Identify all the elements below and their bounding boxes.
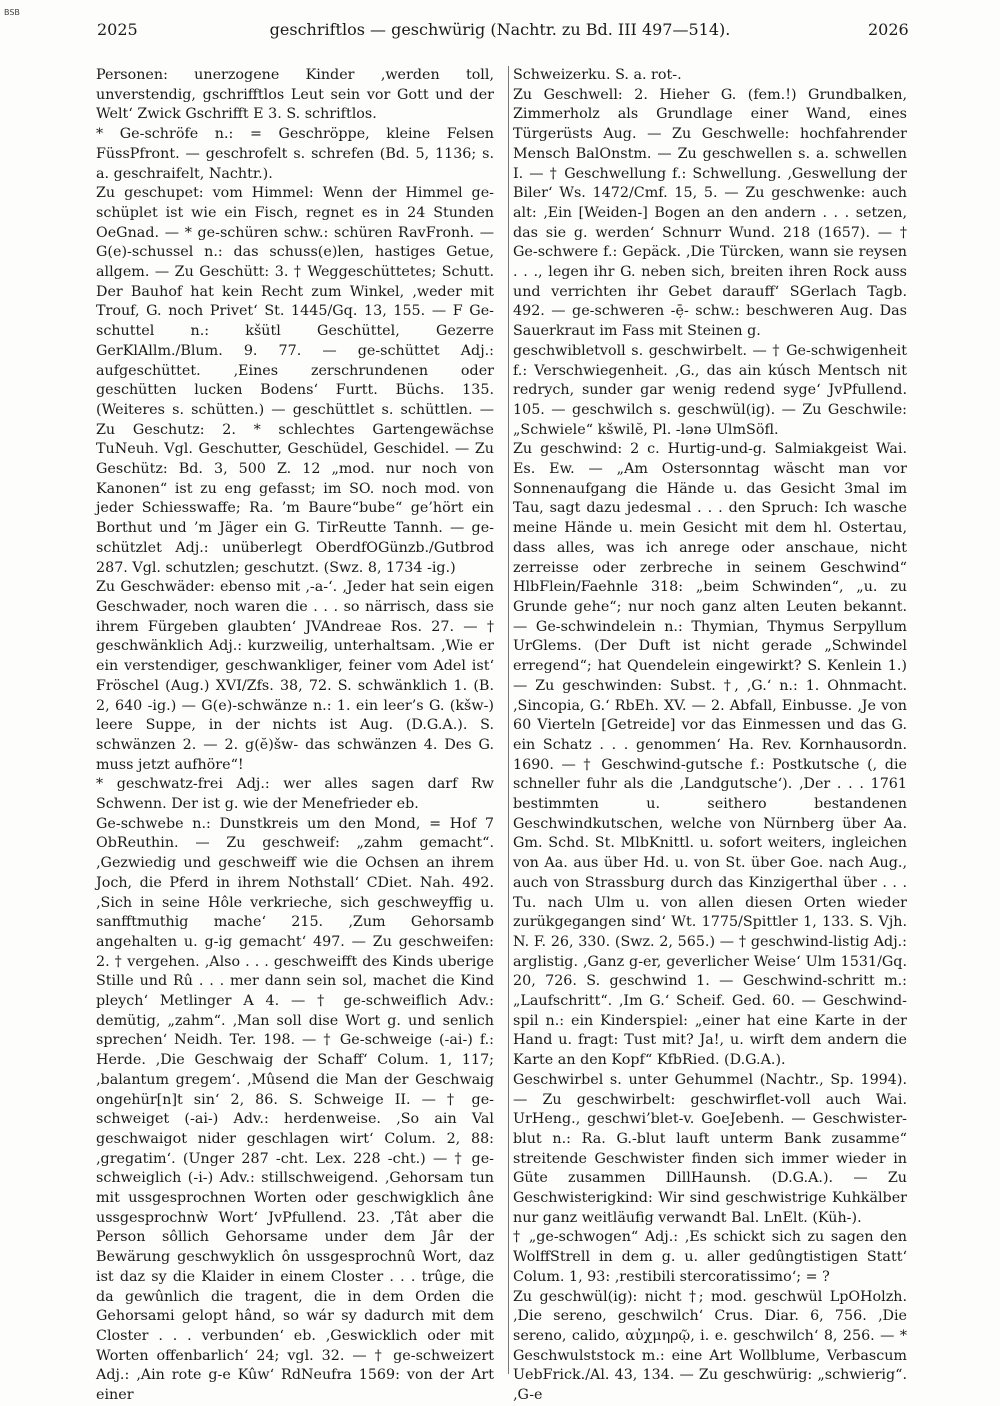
- entry-paragraph: geschwibletvoll s. geschwirbelt. — † Ge-schwigenheit f.: Verschwiegenheit. ‚G., das ain kúsch Mentsch nit redrych, sunder gar wenig redend syge‘ JvPfullend. 105. — geschwilch s. geschwül(ig). — Zu Geschwile: „Schwiele“ kšwilĕ, Pl. -lənə UlmSöfl.: [513, 342, 907, 438]
- entry-paragraph: Zu Geschwell: 2. Hieher G. (fem.!) Grundbalken, Zimmerholz als Grundlage einer Wand, eines Türgerüsts Aug. — Zu Geschwelle: hochfahrender Mensch BalOnstm. — Zu geschwellen s. a. schwellen I. — † Geschwellung f.: Schwellung. ‚Geswellung der Biler‘ Ws. 1472/Cmf. 15, 5. — Zu geschwenke: auch alt: ‚Ein [Weiden-] Bogen an den andern . . . setzen, das sie g. werden‘ Schnurr Wund. 218 (1657). — † Ge-schwere f.: Gepäck. ‚Die Türcken, wann sie reysen . . ., legen ihr G. neben sich, breiten ihren Rock auss und verrichten ihr Gebet darauff‘ SGerlach Tagb. 492. — ge-schweren -ē̦- schw.: beschweren Aug. Das Sauerkraut im Fass mit Steinen g.: [513, 86, 907, 340]
- entry-paragraph: Zu geschwind: 2 c. Hurtig-und-g. Salmiakgeist Wai. Es. Ew. — „Am Ostersonntag wäscht man vor Sonnenaufgang die Hände u. das Gesicht 3mal im Tau, sagt dazu jedesmal . . . den Spruch: Ich wasche meine Hände u. mein Gesicht mit dem hl. Ostertau, dass alles, was ich anrege oder anschaue, nicht zerreisse oder zerbreche in seinem Geschwind“ HlbFlein/Faehnle 318: „beim Schwinden“, „u. zu Grunde gehe“; nur noch ganz alten Leuten bekannt. — Ge-schwindelein n.: Thymian, Thymus Serpyllum UrGlems. (Der Duft ist nicht gerade „Schwindel erregend“; hat Quendelein eingewirkt? S. Kenlein 1.) — Zu geschwinden: Subst. †, ‚G.‘ n.: 1. Ohnmacht. ‚Sincopia, G.‘ RbEh. XV. — 2. Abfall, Einbusse. ‚Je von 60 Vierteln [Getreide] vor das Einmessen und das G. ein Schatz . . . genommen‘ Ha. Rev. Kornhausordn. 1690. — † Geschwind-gutsche f.: Postkutsche (, die schneller fuhr als die ‚Landgutsche‘). ‚Der . . . 1761 bestimmten u. seithero bestandenen Geschwindkutschen, welche von Nürnberg über Aa. Gm. Schd. St. MlbKnittl. u. sofort weiters, ingleichen von Aa. aus über Hd. u. von St. über Goe. nach Aug., auch von Strassburg durch das Kinzigerthal über . . . Tu. nach Ulm u. von allen diesen Orten wieder zurükgegangen sind‘ Wt. 1775/Spittler 1, 133. S. Vjh. N. F. 26, 330. (Swz. 2, 565.) — † geschwind-listig Adj.: arglistig. ‚Ganz g-er, geverlicher Weise‘ Ulm 1531/Gq. 20, 726. S. geschwind 1. — Geschwind-schritt m.: „Laufschritt“. ‚Im G.‘ Scheif. Ged. 60. — Geschwind-spil n.: ein Kinderspiel: „einer hat eine Karte in der Hand u. fragt: Tust mit? Ja!, u. wirft dem andern die Karte an den Kopf“ KfbRied. (D.G.A.).: [513, 441, 907, 1069]
- page-number-right: 2026: [868, 20, 909, 39]
- page-number-left: 2025: [97, 20, 138, 39]
- entry-paragraph: Ge-schwebe n.: Dunstkreis um den Mond, = Hof 7 ObReuthin. — Zu geschweif: „zahm gemacht“. ‚Gezwiedig und geschweiff wie die Ochsen an ihrem Joch, die Pferd in ihrem Nothstall‘ CDiet. Nah. 492. ‚Sich in seine Hôle verkrieche, sich geschweyffig u. sanfftmuthig mache‘ 215. ‚Zum Gehorsamb angehalten u. g-ig gemacht‘ 497. — Zu geschweifen: 2. † vergehen. ‚Also . . . geschweifft des Kinds uberige Stille und Rû . . . mer dann sein sol, machet die Kind pleych‘ Metlinger A 4. — † ge-schweiflich Adv.: demütig, „zahm“. ‚Man soll dise Wort g. und senlich sprechen‘ Neidh. Ter. 198. — † Ge-schweige (-ai-) f.: Herde. ‚Die Geschwaig der Schaff‘ Colum. 1, 117; ‚balantum gregem‘. ‚Mûsend die Man der Geschwaig ongehür[n]t sin‘ 2, 86. S. Schweige II. — † ge-schweiget (-ai-) Adv.: herdenweise. ‚So ain Val geschwaigot nider geschlagen wirt‘ Colum. 2, 88: ‚gregatim‘. (Unger 287 -cht. Lex. 228 -cht.) — † ge-schweiglich (-i-) Adv.: stillschweigend. ‚Gehorsam tun mit ussgesprochnen Worten oder geschwigklich âne ussgesprochnẁ Wort‘ JvPfullend. 23. ‚Tât aber die Person sôllich Gehorsame under dem Jâr der Bewärung geschwyklich ôn ussgesprochnû Wort, daz ist daz sy die Klaider in einem Closter . . . trûge, die da gewûnlich die tragent, die in dem Orden die Gehorsami gelopt hând, so wár sy dadurch mit dem Closter . . . verbunden‘ eb. ‚Geswicklich oder mit Worten offenbarlich‘ 24; vgl. 32. — † ge-schweizert Adj.: ‚Ain rote g-e Kûw‘ RdNeufra 1569: von der Art einer: [96, 815, 494, 1404]
- right-column: [508, 66, 907, 1404]
- entry-paragraph: * geschwatz-frei Adj.: wer alles sagen darf Rw Schwenn. Der ist g. wie der Menefrieder eb.: [96, 776, 494, 813]
- running-head: geschriftlos — geschwürig (Nachtr. zu Bd. III 497—514).: [269, 20, 731, 39]
- entry-paragraph: Personen: unerzogene Kinder ‚werden toll, unverstendig, gschrifftlos Leut sein vor Gott und der Welt‘ Zwick Gschrifft E 3. S. schriftlos.: [96, 67, 494, 123]
- entry-paragraph: Zu geschwül(ig): nicht †; mod. geschwül LpOHolzh. ‚Die sereno, geschwilch‘ Crus. Diar. 6, 756. ‚Die sereno, calido, αὐχμηρῷ, i. e. geschwilch‘ 8, 256. — * Geschwulststock m.: eine Art Wollblume, Verbascum UebFrick./Al. 43, 134. — Zu geschwürig: „schwierig“. ‚G-e: [513, 1288, 907, 1404]
- entry-paragraph: Zu geschupet: vom Himmel: Wenn der Himmel ge-schüplet ist wie ein Fisch, regnet es in 24 Stunden OeGnad. — * ge-schüren schw.: schüren RavFronh. — G(e)-schussel n.: das schuss(e)len, hastiges Getue, allgem. — Zu Geschütt: 3. † Weggeschüttetes; Schutt. Der Bauhof hat kein Recht zum Winkel, ‚weder mit Trouf, G. noch Privet‘ St. 1445/Gq. 13, 155. — F Ge-schuttel n.: kšütl Geschüttel, Gezerre GerKlAllm./Blum. 9. 77. — ge-schüttet Adj.: aufgeschüttet. ‚Eines zerschrundenen oder geschütten lucken Bodens‘ Furtt. Büchs. 135. (Weiteres s. schütten.) — geschüttlet s. schüttlen. — Zu Geschutz: 2. * schlechtes Gartengewächse TuNeuh. Vgl. Geschutter, Geschüdel, Geschidel. — Zu Geschütz: Bd. 3, 500 Z. 12 „mod. nur noch von Kanonen“ ist zu eng gefasst; im SO. noch mod. von jeder Schiesswaffe; Ra. ’m Baure“bube“ ge’hört ein Borthut und ’m Jäger ein G. TirReutte Tannh. — ge-schützlet Adj.: unüberlegt OberdfOGünzb./Gutbrod 287. Vgl. schutzlen; geschutzt. (Swz. 8, 1734 -ig.): [96, 185, 494, 576]
- entry-paragraph: † „ge-schwogen“ Adj.: ‚Es schickt sich zu sagen den WolffStrell in dem g. u. aller gedûngtistigen Statt‘ Colum. 1, 93: ‚restibili stercoratissimo‘; = ?: [513, 1229, 907, 1285]
- entry-paragraph: Zu Geschwäder: ebenso mit ‚-a-‘. ‚Jeder hat sein eigen Geschwader, noch waren die . . . so närrisch, dass sie ihrem Fürgeben glaubten‘ JVAndreae Ros. 27. — † geschwänklich Adj.: kurzweilig, unterhaltsam. ‚Wie er ein verstendiger, geschwankliger, feiner vom Adel ist‘ Fröschel (Aug.) XVI/Zfs. 38, 72. S. schwänklich 1. (B. 2, 640 -ig.) — G(e)-schwänze n.: 1. ein leer’s G. (kšw-) leere Suppe, in der nichts ist Aug. (D.G.A.). S. schwänzen 2. — 2. g(ĕ)šw- das schwänzen 4. Des G. muss jetzt aufhöre“!: [96, 579, 494, 773]
- library-stamp: BSB: [4, 8, 20, 17]
- left-column: [96, 66, 494, 1404]
- entry-paragraph: Schweizerku. S. a. rot-.: [513, 67, 682, 83]
- entry-paragraph: Geschwirbel s. unter Gehummel (Nachtr., Sp. 1994). — Zu geschwirbelt: geschwirflet-voll auch Wai. UrHeng., geschwi’blet-v. GoeJebenh. — Geschwister-blut n.: Ra. G.-blut lauft unterm Bank zusamme“ streitende Geschwister finden sich immer wieder in Güte zusammen DillHaunsh. (D.G.A.). — Zu Geschwisterigkind: Wir sind geschwistrige Kuhkälber nur ganz weitläufig verwandt Bal. LnElt. (Küh-).: [513, 1071, 907, 1226]
- entry-paragraph: * Ge-schröfe n.: = Geschröppe, kleine Felsen FüssPfront. — geschrofelt s. schrefen (Bd. 5, 1136; s. a. geschraifelt, Nachtr.).: [96, 126, 494, 182]
